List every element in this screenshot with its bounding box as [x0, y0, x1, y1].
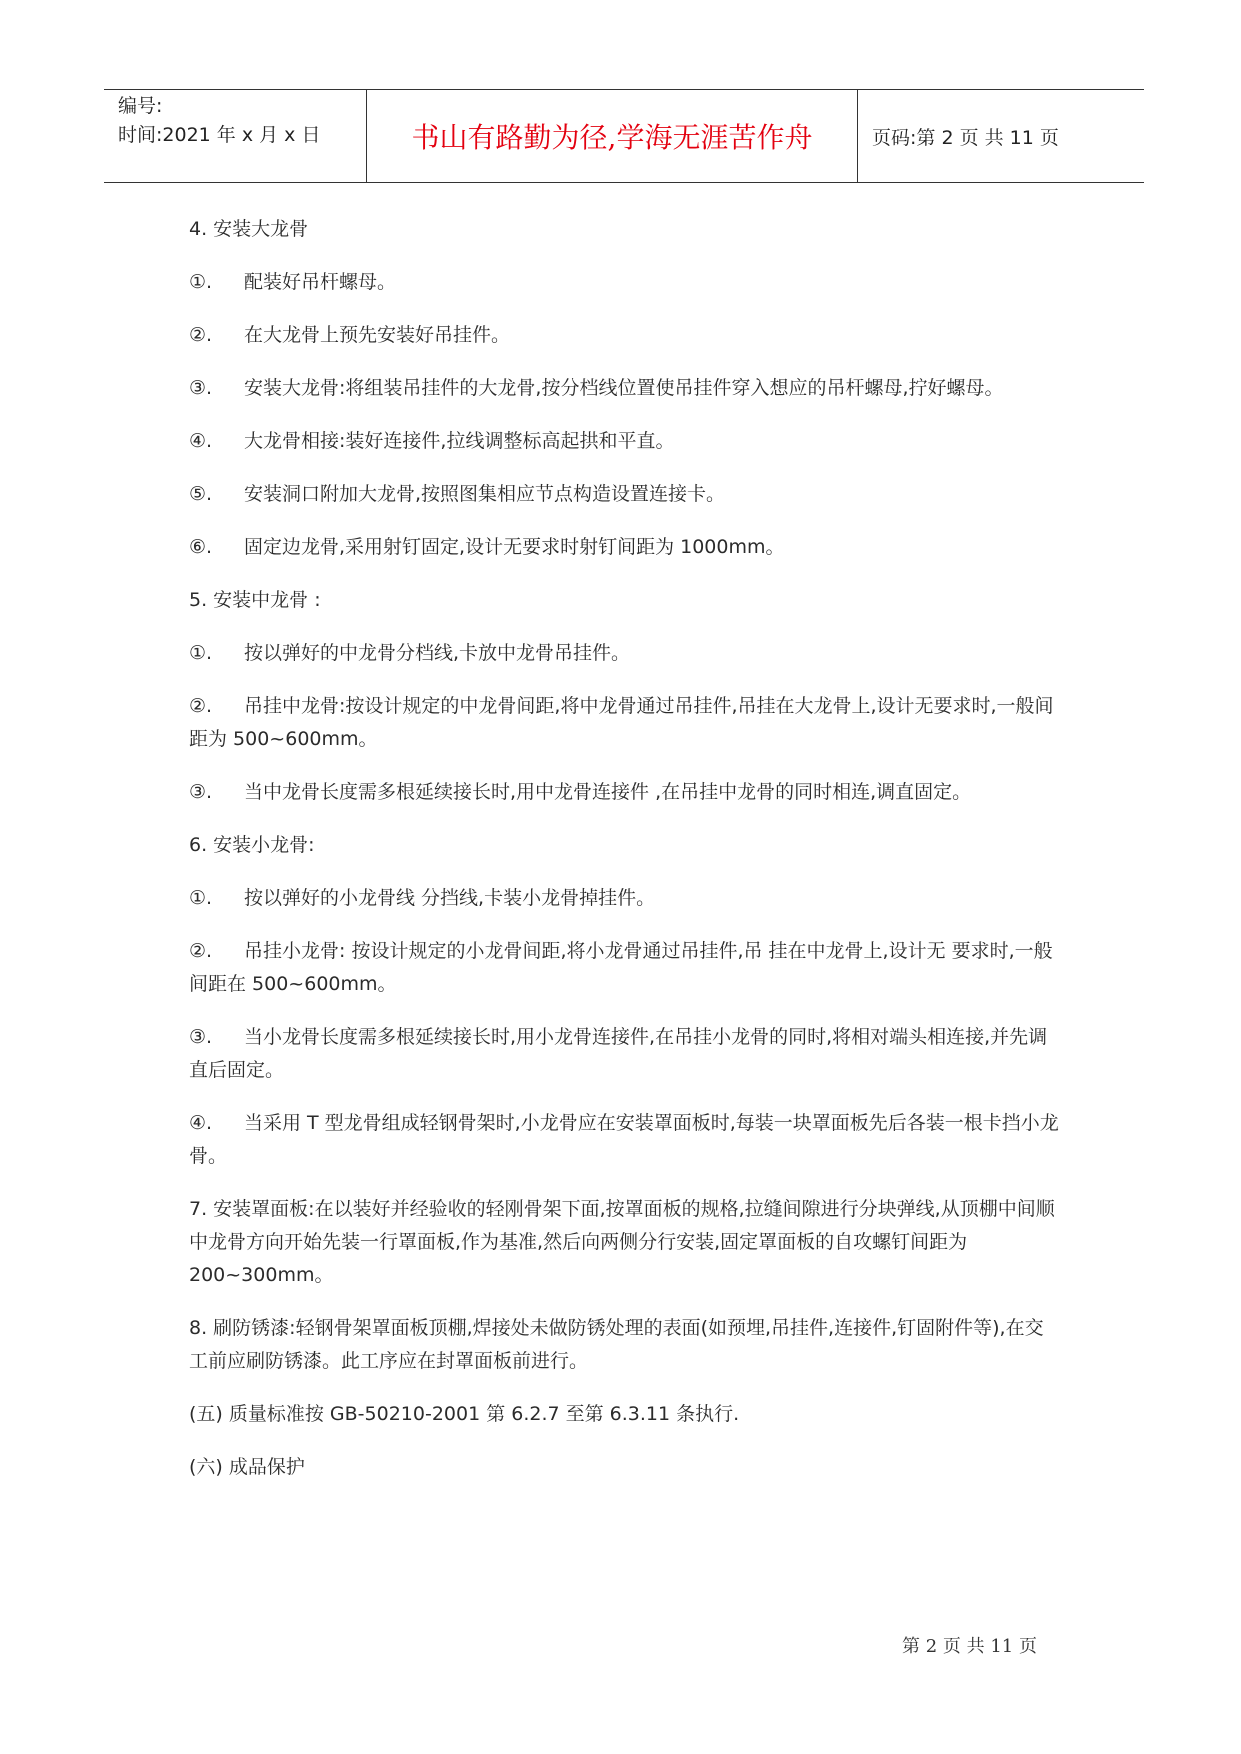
- paragraph-text: 大龙骨相接:装好连接件,拉线调整标高起拱和平直。: [244, 430, 675, 452]
- paragraph-text: 当采用 T 型龙骨组成轻钢骨架时,小龙骨应在安装罩面板时,每装一块罩面板先后各装一根卡挡小龙骨。: [189, 1112, 1059, 1167]
- step-number: ②.: [189, 940, 213, 962]
- header-page-label: 页码:第 2 页 共 11 页: [872, 126, 1059, 149]
- paragraph: [189, 372, 1059, 405]
- header-motto: 书山有路勤为径,学海无涯苦作舟: [367, 90, 858, 182]
- step-number: ③.: [189, 377, 213, 399]
- paragraph-text: 在大龙骨上预先安装好吊挂件。: [244, 324, 511, 346]
- paragraph-text: 按以弹好的小龙骨线 分挡线,卡装小龙骨掉挂件。: [244, 887, 656, 909]
- step-number: ④.: [189, 430, 213, 452]
- paragraph-text: (六) 成品保护: [189, 1456, 305, 1478]
- paragraph: [189, 584, 1059, 617]
- paragraph-text: 6. 安装小龙骨:: [189, 834, 315, 856]
- header-meta: [104, 90, 367, 182]
- paragraph: [189, 266, 1059, 299]
- step-number: ③.: [189, 781, 213, 803]
- step-number: ①.: [189, 887, 213, 909]
- paragraph: [189, 829, 1059, 862]
- paragraph: [189, 1107, 1059, 1173]
- step-number: ③.: [189, 1026, 213, 1048]
- paragraph: [189, 1312, 1059, 1378]
- paragraph: [189, 637, 1059, 670]
- paragraph-text: 4. 安装大龙骨: [189, 218, 309, 240]
- number-label: 编号:: [118, 95, 163, 117]
- step-number: ①.: [189, 271, 213, 293]
- paragraph-text: 安装大龙骨:将组装吊挂件的大龙骨,按分档线位置使吊挂件穿入想应的吊杆螺母,拧好螺母。: [244, 377, 1004, 399]
- paragraph-text: 7. 安装罩面板:在以装好并经验收的轻刚骨架下面,按罩面板的规格,拉缝间隙进行分块弹线,从顶棚中间顺中龙骨方向开始先装一行罩面板,作为基准,然后向两侧分行安装,固定罩面板的自攻螺钉间距为 200~300mm。: [189, 1198, 1055, 1286]
- paragraph-text: 固定边龙骨,采用射钉固定,设计无要求时射钉间距为 1000mm。: [244, 536, 785, 558]
- paragraph: [189, 213, 1059, 246]
- paragraph-text: 当小龙骨长度需多根延续接长时,用小龙骨连接件,在吊挂小龙骨的同时,将相对端头相连接,并先调直后固定。: [189, 1026, 1048, 1081]
- paragraph-text: 8. 刷防锈漆:轻钢骨架罩面板顶棚,焊接处未做防锈处理的表面(如预埋,吊挂件,连接件,钉固附件等),在交工前应刷防锈漆。此工序应在封罩面板前进行。: [189, 1317, 1044, 1372]
- step-number: ④.: [189, 1112, 213, 1134]
- step-number: ①.: [189, 642, 213, 664]
- document-body: [189, 213, 1059, 1504]
- paragraph: [189, 1021, 1059, 1087]
- page-header: [104, 89, 1144, 183]
- paragraph: [189, 776, 1059, 809]
- paragraph: [189, 1193, 1059, 1292]
- paragraph: [189, 531, 1059, 564]
- paragraph-text: 安装洞口附加大龙骨,按照图集相应节点构造设置连接卡。: [244, 483, 726, 505]
- paragraph-text: 当中龙骨长度需多根延续接长时,用中龙骨连接件 ,在吊挂中龙骨的同时相连,调直固定。: [244, 781, 972, 803]
- paragraph: [189, 935, 1059, 1001]
- paragraph: [189, 1398, 1059, 1431]
- step-number: ②.: [189, 324, 213, 346]
- paragraph: [189, 690, 1059, 756]
- paragraph: [189, 478, 1059, 511]
- paragraph-text: 按以弹好的中龙骨分档线,卡放中龙骨吊挂件。: [244, 642, 631, 664]
- step-number: ⑥.: [189, 536, 213, 558]
- paragraph-text: 吊挂中龙骨:按设计规定的中龙骨间距,将中龙骨通过吊挂件,吊挂在大龙骨上,设计无要求时,一般间距为 500~600mm。: [189, 695, 1054, 750]
- paragraph: [189, 425, 1059, 458]
- step-number: ⑤.: [189, 483, 213, 505]
- paragraph: [189, 1451, 1059, 1484]
- page-footer: 第 2 页 共 11 页: [902, 1636, 1037, 1657]
- date-label: 时间:2021 年 x 月 x 日: [118, 124, 321, 146]
- paragraph-text: 配装好吊杆螺母。: [244, 271, 397, 293]
- step-number: ②.: [189, 695, 213, 717]
- paragraph-text: 吊挂小龙骨: 按设计规定的小龙骨间距,将小龙骨通过吊挂件,吊 挂在中龙骨上,设计无 要求时,一般间距在 500~600mm。: [189, 940, 1053, 995]
- paragraph-text: 5. 安装中龙骨 :: [189, 589, 321, 611]
- paragraph: [189, 319, 1059, 352]
- paragraph: [189, 882, 1059, 915]
- paragraph-text: (五) 质量标准按 GB-50210-2001 第 6.2.7 至第 6.3.11 条执行.: [189, 1403, 740, 1425]
